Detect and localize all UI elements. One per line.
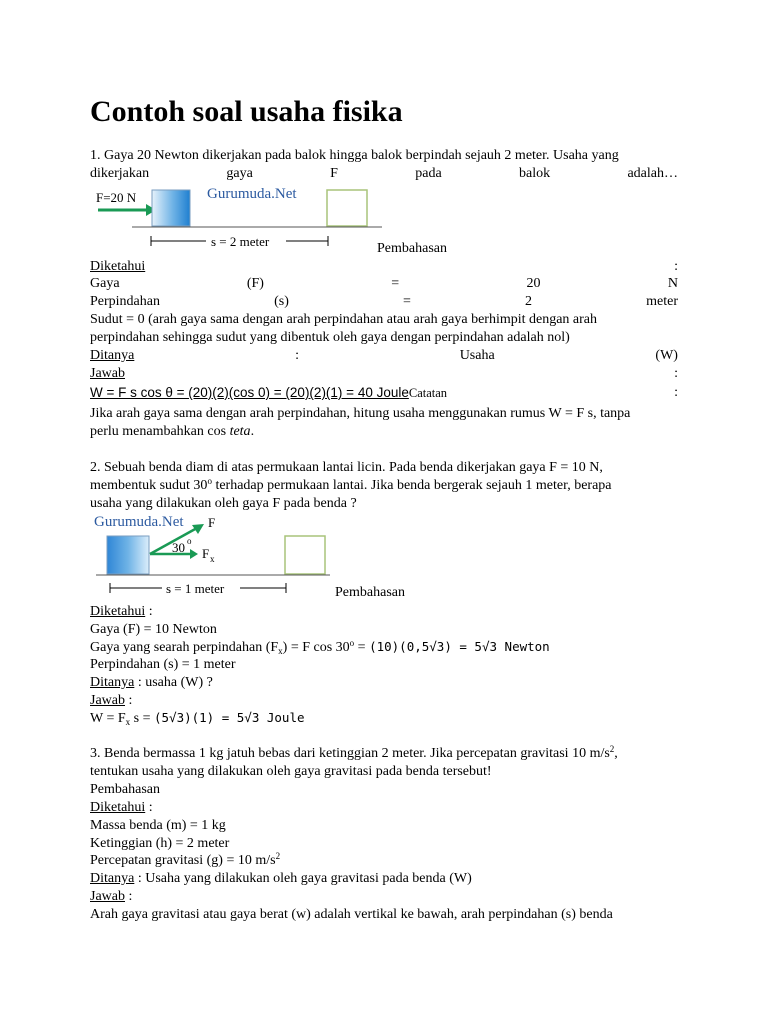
q1-ditanya-value: Usaha (459, 348, 495, 363)
q2-answer-part: W = F (90, 711, 126, 726)
q2-answer-part: s = (130, 711, 154, 726)
q1-word: dikerjakan (90, 166, 150, 181)
q1-ditanya-colon: : (295, 348, 299, 363)
q1-note-italic: teta (229, 424, 251, 439)
q3-text-sup: 2 (609, 744, 615, 754)
q1-diketahui-row (90, 258, 678, 276)
q3-text-line2: tentukan usaha yang dilakukan oleh gaya gravitasi pada benda tersebut! (90, 764, 492, 779)
q3-jawab-colon: : (125, 889, 133, 904)
q1-perpindahan-cell: 2 (525, 294, 532, 309)
q2-fx-subscript: x (210, 554, 215, 564)
page-title: Contoh soal usaha fisika (90, 95, 403, 128)
q2-searah-line (90, 638, 550, 657)
q2-fx-arrowhead (190, 549, 198, 559)
q2-block-end (285, 536, 325, 574)
q1-formula-group (90, 384, 447, 403)
q2-searah-sup: o (349, 638, 355, 648)
q2-searah-sub: x (278, 646, 283, 656)
q1-ditanya-symbol: (W) (655, 348, 678, 363)
q3-gravitasi-part: Percepatan gravitasi (g) = 10 m/s (90, 853, 276, 868)
q3-gravitasi-line (90, 852, 280, 870)
q1-note-text: perlu menambahkan cos (90, 424, 230, 439)
q2-perpindahan-line: Perpindahan (s) = 1 meter (90, 657, 236, 672)
q3-diketahui-colon: : (145, 800, 153, 815)
q1-jawab-colon: : (674, 366, 678, 381)
q1-gaya-cell: 20 (526, 276, 541, 291)
q1-perpindahan-cell: = (402, 294, 411, 309)
q2-text-part: terhadap permukaan lantai. Jika benda bergerak sejauh 1 meter, berapa (211, 478, 612, 493)
q1-distance-label: s = 2 meter (211, 234, 270, 249)
q1-sudut-line2: perpindahan sehingga sudut yang dibentuk oleh gaya dengan perpindahan adalah nol) (90, 330, 570, 345)
q2-searah-result: (10)(0,5√3) = 5√3 Newton (369, 639, 550, 654)
q2-text-line1: 2. Sebuah benda diam di atas permukaan lantai licin. Pada benda dikerjakan gaya F = 10 N, (90, 460, 603, 475)
q1-jawab-row (90, 365, 678, 383)
q3-ditanya-line (90, 870, 472, 888)
q1-ditanya-label: Ditanya (90, 348, 135, 363)
q2-answer-sub: x (125, 717, 131, 727)
q2-diketahui-line (90, 603, 153, 621)
q1-word: adalah… (627, 166, 678, 181)
q2-answer-line (90, 709, 305, 728)
q2-searah-part: Gaya yang searah perpindahan (F (90, 640, 279, 655)
q3-diketahui-line (90, 799, 153, 817)
q1-pembahasan: Pembahasan (377, 241, 447, 256)
q1-note-line1: Jika arah gaya sama dengan arah perpindahan, hitung usaha menggunakan rumus W = F s, tanpa (90, 406, 631, 421)
q2-searah-part: ) = F cos 30 (282, 640, 350, 655)
q1-text-line2 (90, 165, 678, 183)
q3-ditanya-rest: : Usaha yang dilakukan oleh gaya gravitasi pada benda (W) (134, 871, 472, 886)
q3-ditanya-label: Ditanya (90, 871, 135, 886)
q2-fx-label: F (202, 546, 210, 561)
q3-massa-line: Massa benda (m) = 1 kg (90, 818, 226, 833)
q1-diketahui-colon: : (674, 259, 678, 274)
q1-word: F (330, 166, 338, 181)
q1-word: pada (415, 166, 442, 181)
q3-last-line: Arah gaya gravitasi atau gaya berat (w) adalah vertikal ke bawah, arah perpindahan (s) benda (90, 907, 613, 922)
q1-watermark: Gurumuda.Net (207, 186, 297, 202)
q3-jawab-line (90, 888, 132, 906)
q2-degree-sup: o (207, 476, 212, 486)
q2-ditanya-label: Ditanya (90, 675, 135, 690)
q3-text-part: 3. Benda bermassa 1 kg jatuh bebas dari ketinggian 2 meter. Jika percepatan gravitasi 10 m/s (90, 746, 610, 761)
q2-force-label: F (208, 515, 216, 530)
q3-gravitasi-sup: 2 (275, 851, 281, 861)
q1-gaya-cell: = (391, 276, 400, 291)
q1-text-line1: 1. Gaya 20 Newton dikerjakan pada balok hingga balok berpindah sejauh 2 meter. Usaha yang (90, 148, 619, 163)
q3-text-line1 (90, 745, 618, 763)
q1-gaya-cell: (F) (246, 276, 264, 291)
q1-sudut-line1: Sudut = 0 (arah gaya sama dengan arah perpindahan atau arah gaya berhimpit dengan arah (90, 312, 598, 327)
q3-jawab-label: Jawab (90, 889, 125, 904)
q2-text-line2 (90, 477, 612, 495)
q2-text-line3: usaha yang dilakukan oleh gaya F pada benda ? (90, 496, 357, 511)
q2-diketahui-colon: : (145, 604, 153, 619)
q1-gaya-cell: Gaya (90, 276, 120, 291)
q1-catatan-colon: : (674, 385, 678, 400)
q2-text-part: membentuk sudut 30 (90, 478, 208, 493)
q1-perpindahan-cell: meter (646, 294, 678, 309)
q1-formula: W = F s cos θ = (20)(2)(cos 0) = (20)(2)(1) = 40 Joule (90, 385, 409, 400)
q2-ditanya-rest: : usaha (W) ? (134, 675, 213, 690)
q2-block-start (107, 536, 149, 574)
q2-watermark: Gurumuda.Net (94, 514, 184, 530)
q2-angle-degree: o (187, 536, 192, 546)
q3-ketinggian-line: Ketinggian (h) = 2 meter (90, 836, 230, 851)
q1-force-label: F=20 N (96, 190, 137, 205)
q1-force-diagram (94, 184, 384, 254)
q1-perpindahan-cell: Perpindahan (90, 294, 160, 309)
q2-searah-part: = (354, 640, 370, 655)
q2-jawab-label: Jawab (90, 693, 125, 708)
q1-block-start (152, 190, 190, 226)
q1-ditanya-row (90, 347, 678, 365)
q1-note-period: . (250, 424, 255, 439)
q1-word: balok (519, 166, 551, 181)
q2-jawab-colon: : (125, 693, 133, 708)
q3-pembahasan: Pembahasan (90, 782, 160, 797)
q1-perpindahan-cell: (s) (274, 294, 289, 309)
q2-force-diagram (94, 512, 334, 602)
q3-diketahui-label: Diketahui (90, 800, 146, 815)
q2-ditanya-line (90, 674, 213, 692)
q1-formula-row (90, 384, 678, 403)
q2-pembahasan: Pembahasan (335, 585, 405, 600)
q2-distance-label: s = 1 meter (166, 581, 225, 596)
q2-jawab-line (90, 692, 132, 710)
q1-block-end (327, 190, 367, 226)
q2-gaya-line: Gaya (F) = 10 Newton (90, 622, 217, 637)
q1-diketahui-label: Diketahui (90, 259, 146, 274)
q1-jawab-label: Jawab (90, 366, 125, 381)
q2-answer-result: (5√3)(1) = 5√3 Joule (154, 710, 305, 725)
q1-note-line2 (90, 423, 254, 441)
q1-gaya-row (90, 275, 678, 293)
q1-perpindahan-row (90, 293, 678, 311)
q2-angle-label: 30 (172, 540, 185, 555)
q2-diketahui-label: Diketahui (90, 604, 146, 619)
q1-gaya-cell: N (667, 276, 678, 291)
q3-text-part: , (614, 746, 618, 761)
q1-word: gaya (226, 166, 253, 181)
q1-catatan-label: Catatan (408, 386, 448, 400)
